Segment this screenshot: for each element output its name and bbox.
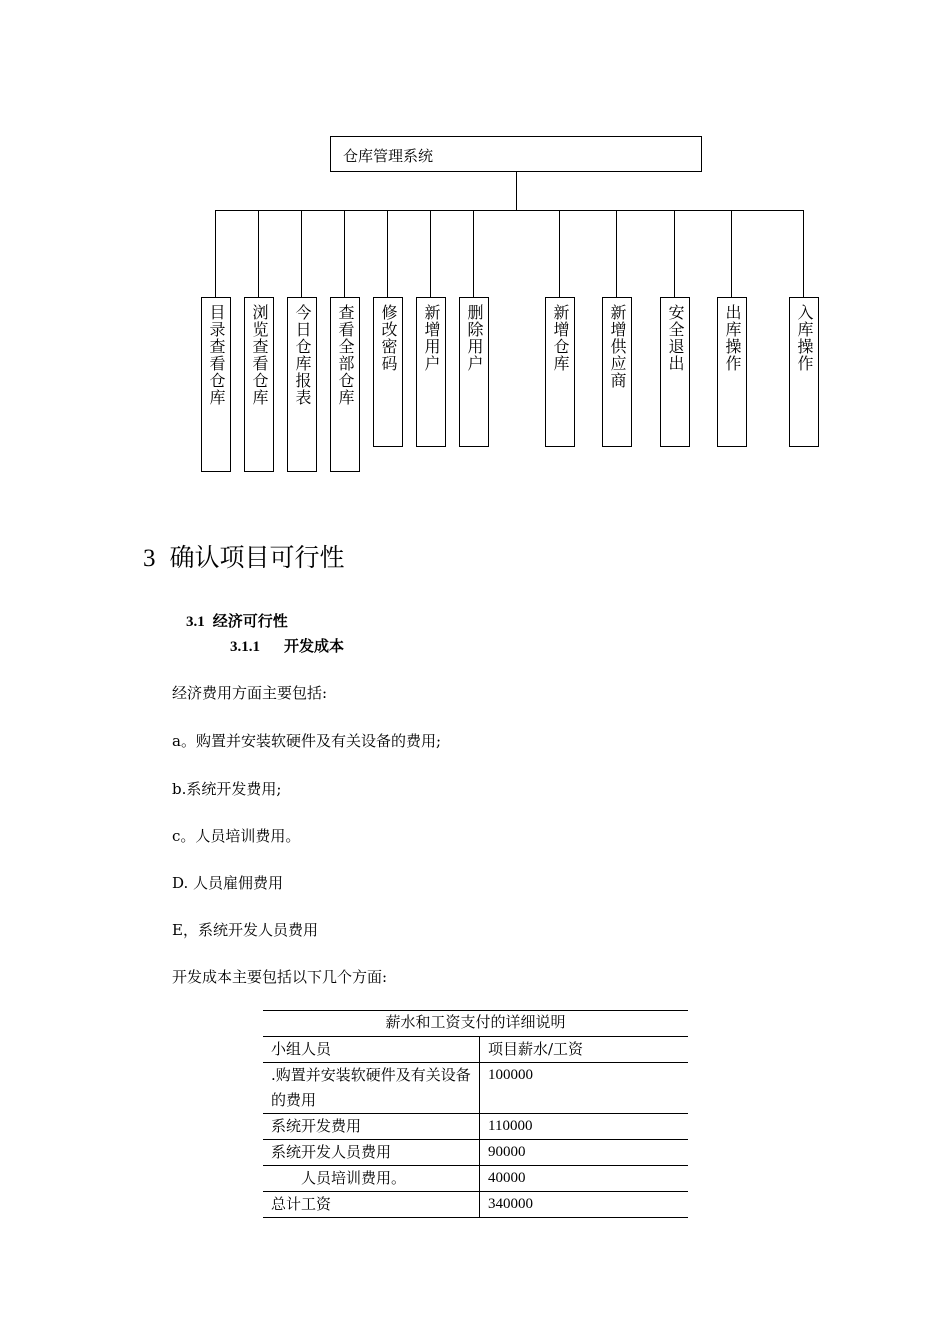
horizontal-bus-line: [215, 210, 804, 211]
paragraph: 开发成本主要包括以下几个方面:: [172, 968, 388, 986]
table-cell: 100000: [480, 1063, 689, 1114]
paragraph: c。人员培训费用。: [172, 827, 301, 845]
table-header-cell: 项目薪水/工资: [480, 1037, 689, 1063]
table-cell: 总计工资: [263, 1192, 480, 1218]
paragraph: E，系统开发人员费用: [172, 921, 318, 939]
table-row: [263, 1063, 688, 1114]
branch-line: [258, 210, 259, 298]
section-heading: [143, 538, 345, 574]
table-header-cell: 小组人员: [263, 1037, 480, 1063]
branch-line: [215, 210, 216, 298]
root-connector-line: [516, 172, 517, 211]
org-node-label: 查看全部仓库: [336, 304, 355, 406]
org-node-browse-view: [244, 297, 274, 472]
section-number: 3: [143, 545, 156, 572]
branch-line: [674, 210, 675, 298]
org-node-add-warehouse: [545, 297, 575, 447]
org-node-add-supplier: [602, 297, 632, 447]
org-node-outbound: [717, 297, 747, 447]
org-node-label: 今日仓库报表: [293, 304, 312, 406]
branch-line: [344, 210, 345, 298]
org-node-label: 新增仓库: [551, 304, 570, 372]
table-row: [263, 1166, 688, 1192]
table-row: [263, 1114, 688, 1140]
table-row: [263, 1140, 688, 1166]
paragraph: D. 人员雇佣费用: [172, 874, 284, 892]
branch-line: [387, 210, 388, 298]
org-node-label: 安全退出: [666, 304, 685, 372]
paragraph: b.系统开发费用;: [172, 780, 282, 798]
org-node-add-user: [416, 297, 446, 447]
branch-line: [559, 210, 560, 298]
org-node-directory-view: [201, 297, 231, 472]
table-caption-row: [263, 1011, 688, 1037]
branch-line: [616, 210, 617, 298]
paragraph: 经济费用方面主要包括:: [172, 684, 328, 702]
org-node-label: 修改密码: [379, 304, 398, 372]
table-header-row: [263, 1037, 688, 1063]
subsubsection-heading: [230, 635, 344, 656]
branch-line: [731, 210, 732, 298]
branch-line: [473, 210, 474, 298]
table-row: [263, 1192, 688, 1218]
table-cell: 40000: [480, 1166, 689, 1192]
org-node-label: 入库操作: [795, 304, 814, 372]
table-cell: 系统开发费用: [263, 1114, 480, 1140]
org-node-daily-report: [287, 297, 317, 472]
table-cell: 110000: [480, 1114, 689, 1140]
org-node-change-password: [373, 297, 403, 447]
table-cell: .购置并安装软硬件及有关设备的费用: [263, 1063, 480, 1114]
subsubsection-number: 3.1.1: [230, 639, 260, 655]
salary-table: [263, 1010, 688, 1218]
org-node-inbound: [789, 297, 819, 447]
org-node-label: 浏览查看仓库: [250, 304, 269, 406]
table-cell: 90000: [480, 1140, 689, 1166]
table-cell: 人员培训费用。: [263, 1166, 480, 1192]
subsubsection-title: 开发成本: [284, 637, 345, 655]
org-node-view-all: [330, 297, 360, 472]
branch-line: [301, 210, 302, 298]
section-title: 确认项目可行性: [169, 543, 345, 572]
org-node-label: 删除用户: [465, 304, 484, 372]
subsection-title: 经济可行性: [212, 612, 288, 630]
subsection-heading: [186, 610, 288, 631]
org-chart-root: 仓库管理系统: [330, 136, 702, 172]
org-node-label: 新增用户: [422, 304, 441, 372]
branch-line: [430, 210, 431, 298]
org-node-safe-exit: [660, 297, 690, 447]
table-caption: 薪水和工资支付的详细说明: [263, 1011, 688, 1037]
org-node-label: 目录查看仓库: [207, 304, 226, 406]
branch-line: [803, 210, 804, 298]
table-cell: 系统开发人员费用: [263, 1140, 480, 1166]
paragraph: a。购置并安装软硬件及有关设备的费用;: [172, 732, 441, 750]
org-node-delete-user: [459, 297, 489, 447]
org-node-label: 新增供应商: [608, 304, 627, 389]
org-node-label: 出库操作: [723, 304, 742, 372]
subsection-number: 3.1: [186, 614, 205, 630]
table-cell: 340000: [480, 1192, 689, 1218]
